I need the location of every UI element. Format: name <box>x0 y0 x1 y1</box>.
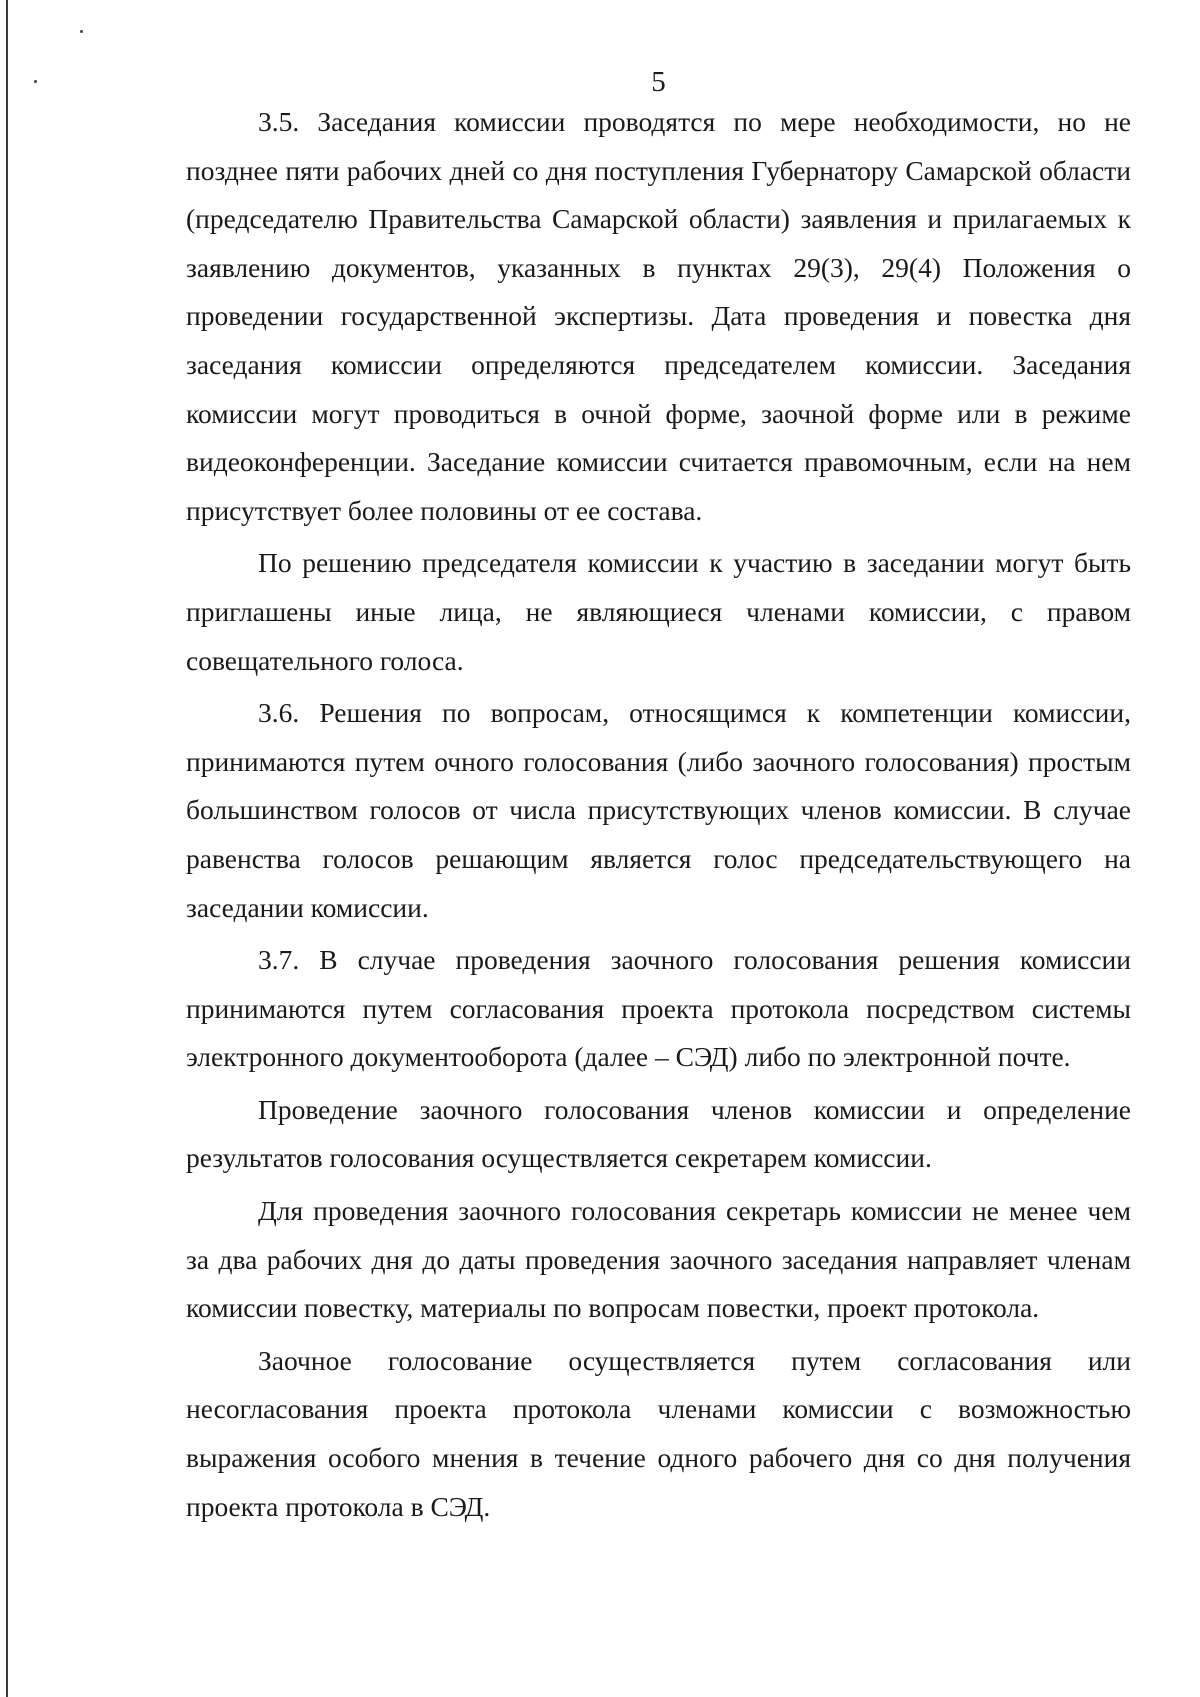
document-body <box>186 98 1131 1535</box>
paragraph-voting-procedure: Заочное голосование осуществляется путем согласования или несогласования проекта протокола членами комиссии с возможностью выражения особого мнения в течение одного рабочего дня со дня получения проекта протокола в СЭД. <box>186 1344 1131 1522</box>
paragraph-invited-persons: По решению председателя комиссии к участию в заседании могут быть приглашены иные лица, не являющиеся членами комиссии, с правом совещательного голоса. <box>186 547 1131 676</box>
page-number: 5 <box>651 66 666 98</box>
paragraph-secretary-voting: Проведение заочного голосования членов комиссии и определение результатов голосования осуществляется секретарем комиссии. <box>186 1093 1131 1174</box>
paragraph-voting-materials: Для проведения заочного голосования секретарь комиссии не менее чем за два рабочих дня до даты проведения заочного заседания направляет членам комиссии повестку, материалы по вопросам повестки, проект протокола. <box>186 1195 1131 1324</box>
paragraph-3-5: 3.5. Заседания комиссии проводятся по мере необходимости, но не позднее пяти рабочих дней со дня поступления Губернатору Самарской области (председателю Правительства Самарской области) заявления и прилагаемых к заявлению документов, указанных в пунктах 29(3), 29(4) Положения о проведении государственной экспертизы. Дата проведения и повестка дня заседания комиссии определяются председателем комиссии. Заседания комиссии могут проводиться в очной форме, заочной форме или в режиме видеоконференции. Заседание комиссии считается правомочным, если на нем присутствует более половины от ее состава. <box>186 106 1131 526</box>
paragraph-3-6: 3.6. Решения по вопросам, относящимся к компетенции комиссии, принимаются путем очного голосования (либо заочного голосования) простым большинством голосов от числа присутствующих членов комиссии. В случае равенства голосов решающим является голос председательствующего на заседании комиссии. <box>186 697 1131 923</box>
paragraph-3-7: 3.7. В случае проведения заочного голосования решения комиссии принимаются путем согласования проекта протокола посредством системы электронного документооборота (далее – СЭД) либо по электронной почте. <box>186 944 1131 1073</box>
scan-speck <box>80 30 83 33</box>
scan-left-edge <box>6 0 8 1697</box>
